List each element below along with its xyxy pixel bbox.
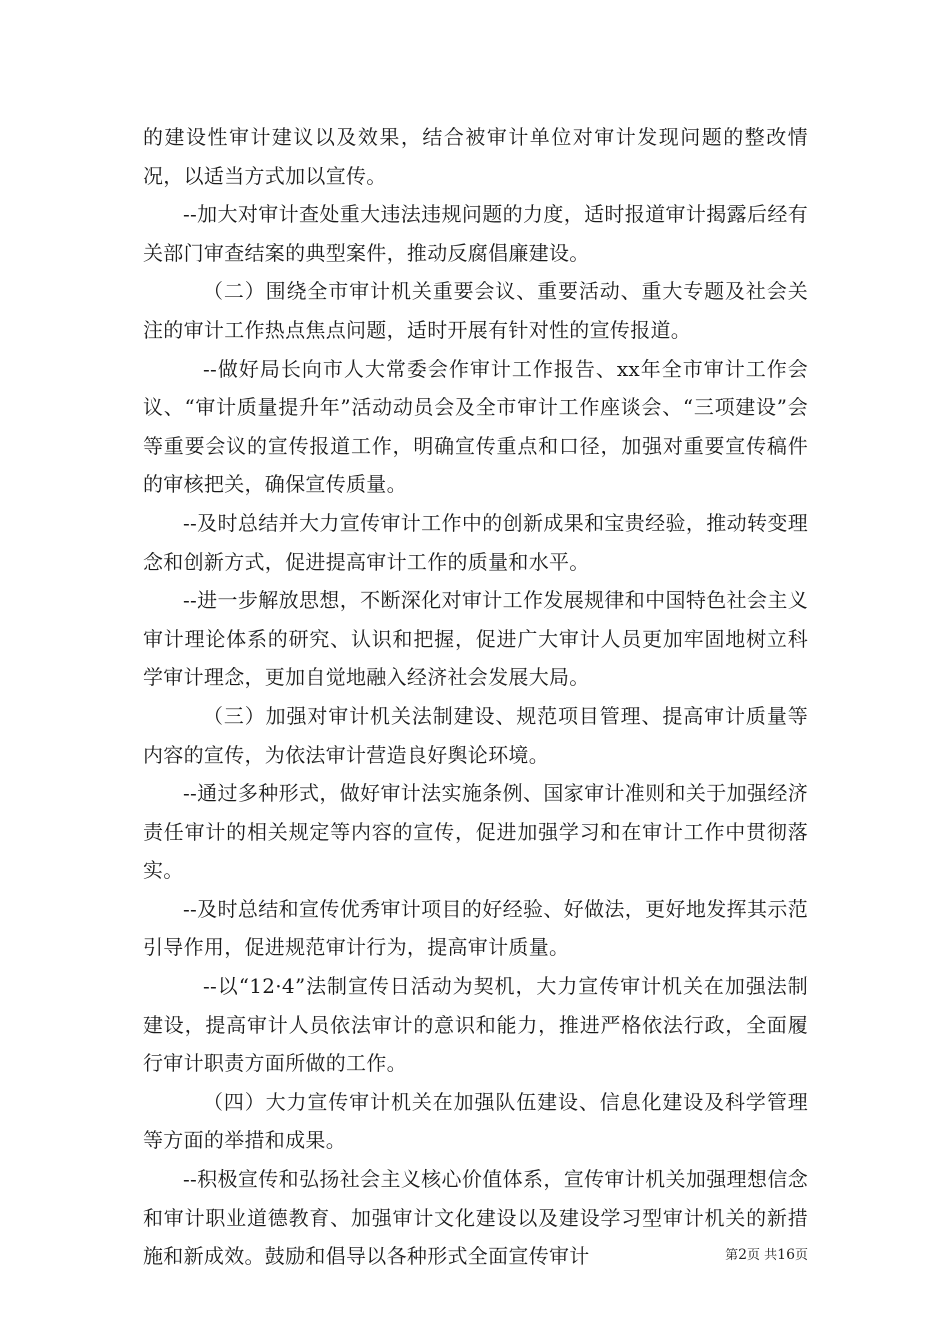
paragraph-bullet: --及时总结并大力宣传审计工作中的创新成果和宝贵经验，推动转变理念和创新方式，促进提高审计工作的质量和水平。 — [143, 510, 808, 574]
paragraph-bullet: --通过多种形式，做好审计法实施条例、国家审计准则和关于加强经济责任审计的相关规定等内容的宣传，促进加强学习和在审计工作中贯彻落实。 — [143, 781, 808, 883]
paragraph-bullet: --做好局长向市人大常委会作审计工作报告、xx年全市审计工作会议、“审计质量提升年”活动动员会及全市审计工作座谈会、“三项建设”会等重要会议的宣传报道工作，明确宣传重点和口径，加强对重要宣传稿件的审核把关，确保宣传质量。 — [143, 356, 808, 497]
paragraph-bullet: --及时总结和宣传优秀审计项目的好经验、好做法，更好地发挥其示范引导作用，促进规范审计行为，提高审计质量。 — [143, 896, 808, 960]
footer-prefix: 第 — [725, 1248, 739, 1263]
footer-current-page: 2 — [738, 1247, 748, 1263]
paragraph-bullet: --以“12·4”法制宣传日活动为契机，大力宣传审计机关在加强法制建设，提高审计人员依法审计的意识和能力，推进严格依法行政，全面履行审计职责方面所做的工作。 — [143, 974, 808, 1076]
footer-suffix: 页 — [794, 1248, 808, 1263]
paragraph-bullet: --进一步解放思想，不断深化对审计工作发展规律和中国特色社会主义审计理论体系的研究、认识和把握，促进广大审计人员更加牢固地树立科学审计理念，更加自觉地融入经济社会发展大局。 — [143, 588, 808, 690]
paragraph-bullet: --加大对审计查处重大违法违规问题的力度，适时报道审计揭露后经有关部门审查结案的典型案件，推动反腐倡廉建设。 — [143, 202, 808, 265]
paragraph-continuation: 的建设性审计建议以及效果，结合被审计单位对审计发现问题的整改情况，以适当方式加以宣传。 — [143, 125, 808, 188]
footer-total-pages: 16 — [777, 1247, 795, 1263]
section-heading-4: （四）大力宣传审计机关在加强队伍建设、信息化建设及科学管理等方面的举措和成果。 — [143, 1089, 808, 1153]
document-body — [143, 118, 808, 1276]
paragraph-bullet: --积极宣传和弘扬社会主义核心价值体系，宣传审计机关加强理想信念和审计职业道德教育、加强审计文化建设以及建设学习型审计机关的新措施和新成效。鼓励和倡导以各种形式全面宣传审计 — [143, 1167, 808, 1269]
page-footer — [725, 1246, 808, 1265]
section-heading-2: （二）围绕全市审计机关重要会议、重要活动、重大专题及社会关注的审计工作热点焦点问题，适时开展有针对性的宣传报道。 — [143, 279, 808, 342]
section-heading-3: （三）加强对审计机关法制建设、规范项目管理、提高审计质量等内容的宣传，为依法审计营造良好舆论环境。 — [143, 703, 808, 767]
footer-middle: 页 共 — [747, 1248, 778, 1263]
